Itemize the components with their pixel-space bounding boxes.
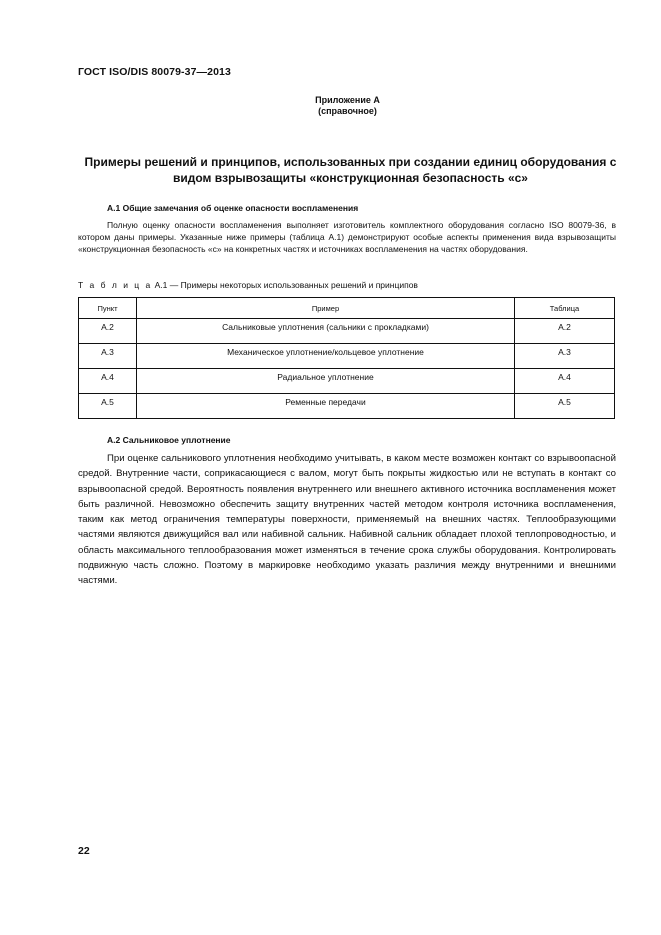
table-row <box>79 344 615 369</box>
section-a1-heading: А.1 Общие замечания об оценке опасности воспламенения <box>107 203 359 213</box>
table-header-row <box>79 298 615 319</box>
cell-item: А.4 <box>79 369 137 394</box>
table-caption-prefix: Т а б л и ц а <box>78 280 153 290</box>
page-number: 22 <box>78 845 90 857</box>
cell-table: А.3 <box>515 344 615 369</box>
section-a2-heading: А.2 Сальниковое уплотнение <box>107 435 231 445</box>
cell-item: А.5 <box>79 394 137 419</box>
table-row <box>79 394 615 419</box>
annex-note: (справочное) <box>318 106 377 116</box>
table-row <box>79 369 615 394</box>
table-row <box>79 319 615 344</box>
cell-example: Ременные передачи <box>137 394 515 419</box>
cell-item: А.3 <box>79 344 137 369</box>
cell-table: А.2 <box>515 319 615 344</box>
header-item: Пункт <box>79 298 137 319</box>
annex-title: Приложение А <box>315 95 380 105</box>
cell-example: Радиальное уплотнение <box>137 369 515 394</box>
section-a1-paragraph: Полную оценку опасности воспламенения выполняет изготовитель комплектного оборудования согласно ISO 80079-36, в котором даны примеры. Указанные ниже примеры (таблица А.1) демонстрируют особые аспекты применения вида взрывозащиты «конструкционная безопасность «с» на конкретных частях и источниках воспламенения на частях оборудования. <box>78 220 616 254</box>
cell-example: Механическое уплотнение/кольцевое уплотнение <box>137 344 515 369</box>
header-example: Пример <box>137 298 515 319</box>
document-id: ГОСТ ISO/DIS 80079-37—2013 <box>78 66 231 78</box>
section-a2-paragraph: При оценке сальникового уплотнения необходимо учитывать, в каком месте возможен контакт со взрывоопасной средой. Внутренние части, соприкасающиеся с валом, могут быть покрыты жидкостью или не вступать в контакт со взрывоопасной средой. Вероятность появления внутреннего или внешнего активного источника воспламенения может быть различной. Невозможно обеспечить защиту внутренних частей методом контроля источника воспламенения, таким как метод ограничения температуры поверхности, применяемый на внешних частях. Теплообразующими частями являются движущийся вал или набивной сальник. Набивной сальник обладает плохой теплопроводностью, и область максимального теплообразования может изменяться в течение срока службы оборудования. Контролировать подвижную часть сложно. Поэтому в маркировке необходимо указать различия между внутренними и внешними частями. <box>78 453 616 587</box>
cell-item: А.2 <box>79 319 137 344</box>
cell-example: Сальниковые уплотнения (сальники с прокладками) <box>137 319 515 344</box>
header-table: Таблица <box>515 298 615 319</box>
table-caption-text: А.1 — Примеры некоторых использованных решений и принципов <box>154 280 418 290</box>
cell-table: А.5 <box>515 394 615 419</box>
table-caption <box>78 280 418 290</box>
main-title: Примеры решений и принципов, использованных при создании единиц оборудования с видом взрывозащиты «конструкционная безопасность «с» <box>84 155 617 185</box>
cell-table: А.4 <box>515 369 615 394</box>
examples-table <box>78 297 615 419</box>
